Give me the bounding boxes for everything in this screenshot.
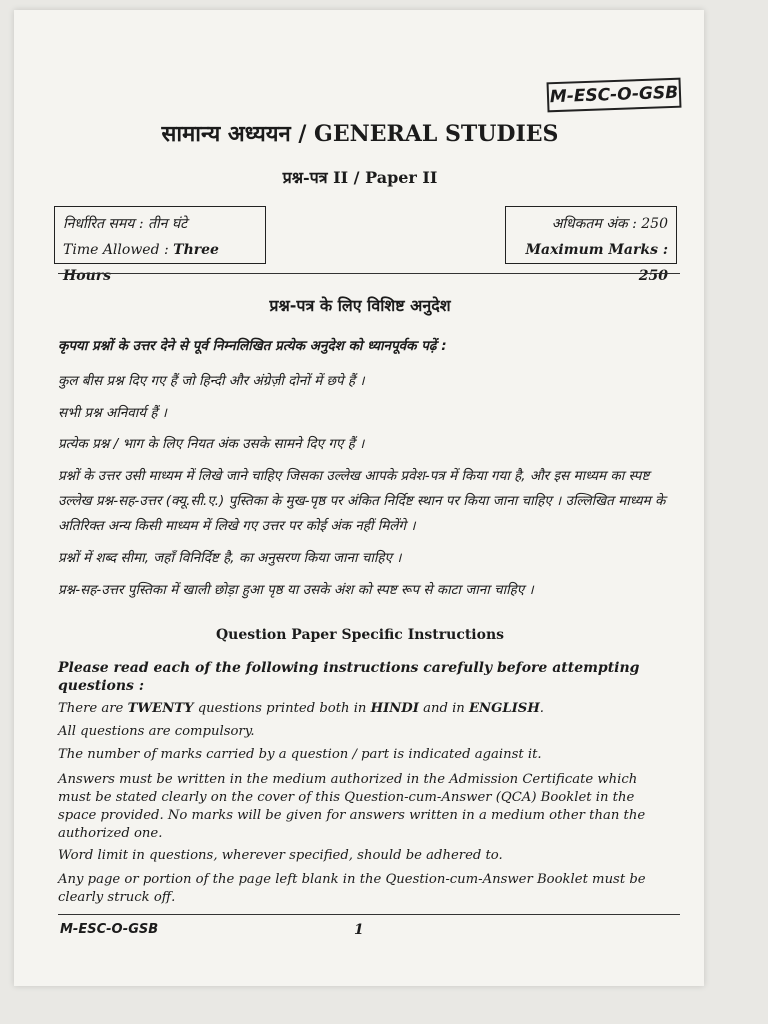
instr1-part-g: . [539, 701, 544, 716]
instr1-hindi: HINDI [370, 701, 419, 716]
instr1-part-c: questions printed both in [193, 701, 371, 716]
english-instruction-1 [58, 700, 664, 718]
footer-paper-code: M-ESC-O-GSB [60, 922, 159, 937]
time-allowed-hindi: निर्धारित समय : तीन घंटे [63, 216, 188, 232]
english-instruction-2: All questions are compulsory. [58, 724, 255, 739]
hindi-instruction-3: प्रत्येक प्रश्न / भाग के लिए नियत अंक उसके सामने दिए गए हैं । [58, 436, 365, 452]
english-instruction-3: The number of marks carried by a question / part is indicated against it. [58, 747, 542, 762]
instr1-part-a: There are [58, 701, 128, 716]
instr1-part-e: and in [418, 701, 469, 716]
max-marks-box [505, 206, 677, 284]
max-marks-english: Maximum Marks : 250 [525, 242, 668, 284]
header-divider [58, 273, 680, 274]
english-instruction-4: Answers must be written in the medium authorized in the Admission Certificate which must be stated clearly on the cover of this Question-cum-Answer (QCA) Booklet in the space provided. No marks will be given for answers written in a medium other than the authorized one. [58, 772, 646, 841]
hindi-instruction-4: प्रश्नों के उत्तर उसी माध्यम में लिखे जाने चाहिए जिसका उल्लेख आपके प्रवेश-पत्र में किया गया है, और इस माध्यम का स्पष्ट उल्लेख प्रश्न-सह-उत्तर (क्यू.सी.ए.) पुस्तिका के मुख-पृष्ठ पर अंकित निर्दिष्ट स्थान पर किया जाना चाहिए । उल्लिखित माध्यम के अतिरिक्त अन्य किसी माध्यम में लिखे गए उत्तर पर कोई अंक नहीं मिलेंगे । [58, 468, 666, 534]
hindi-instructions-heading: प्रश्न-पत्र के लिए विशिष्ट अनुदेश [269, 296, 451, 315]
english-intro: Please read each of the following instructions carefully before attempting questions : [58, 660, 640, 694]
hindi-instruction-1: कुल बीस प्रश्न दिए गए हैं जो हिन्दी और अंग्रेज़ी दोनों में छपे हैं । [58, 373, 365, 389]
paper-title: सामान्य अध्ययन / GENERAL STUDIES [161, 121, 559, 147]
time-allowed-english [63, 237, 257, 289]
max-marks-hindi: अधिकतम अंक : 250 [551, 216, 668, 232]
instr1-english: ENGLISH [469, 701, 540, 716]
hindi-instruction-6: प्रश्न-सह-उत्तर पुस्तिका में खाली छोड़ा हुआ पृष्ठ या उसके अंश को स्पष्ट रूप से काटा जाना चाहिए । [58, 582, 534, 598]
english-instructions-heading: Question Paper Specific Instructions [215, 627, 505, 643]
hindi-intro: कृपया प्रश्नों के उत्तर देने से पूर्व निम्नलिखित प्रत्येक अनुदेश को ध्यानपूर्वक पढ़ें : [58, 338, 447, 354]
english-instruction-6: Any page or portion of the page left blank in the Question-cum-Answer Booklet must be clearly struck off. [58, 872, 646, 905]
english-instruction-5: Word limit in questions, wherever specified, should be adhered to. [58, 848, 503, 863]
time-allowed-box [54, 206, 266, 284]
paper-number: प्रश्न-पत्र II / Paper II [282, 168, 438, 187]
hindi-instruction-2: सभी प्रश्न अनिवार्य हैं । [58, 405, 167, 421]
instr1-twenty: TWENTY [127, 701, 194, 716]
time-allowed-label: Time Allowed : [63, 242, 174, 258]
footer-divider [58, 914, 680, 915]
paper-code-box: M-ESC-O-GSB [547, 78, 682, 113]
page-number: 1 [354, 922, 364, 938]
time-allowed-value: Three Hours [63, 242, 219, 284]
hindi-instruction-5: प्रश्नों में शब्द सीमा, जहाँ विनिर्दिष्ट है, का अनुसरण किया जाना चाहिए । [58, 550, 402, 566]
